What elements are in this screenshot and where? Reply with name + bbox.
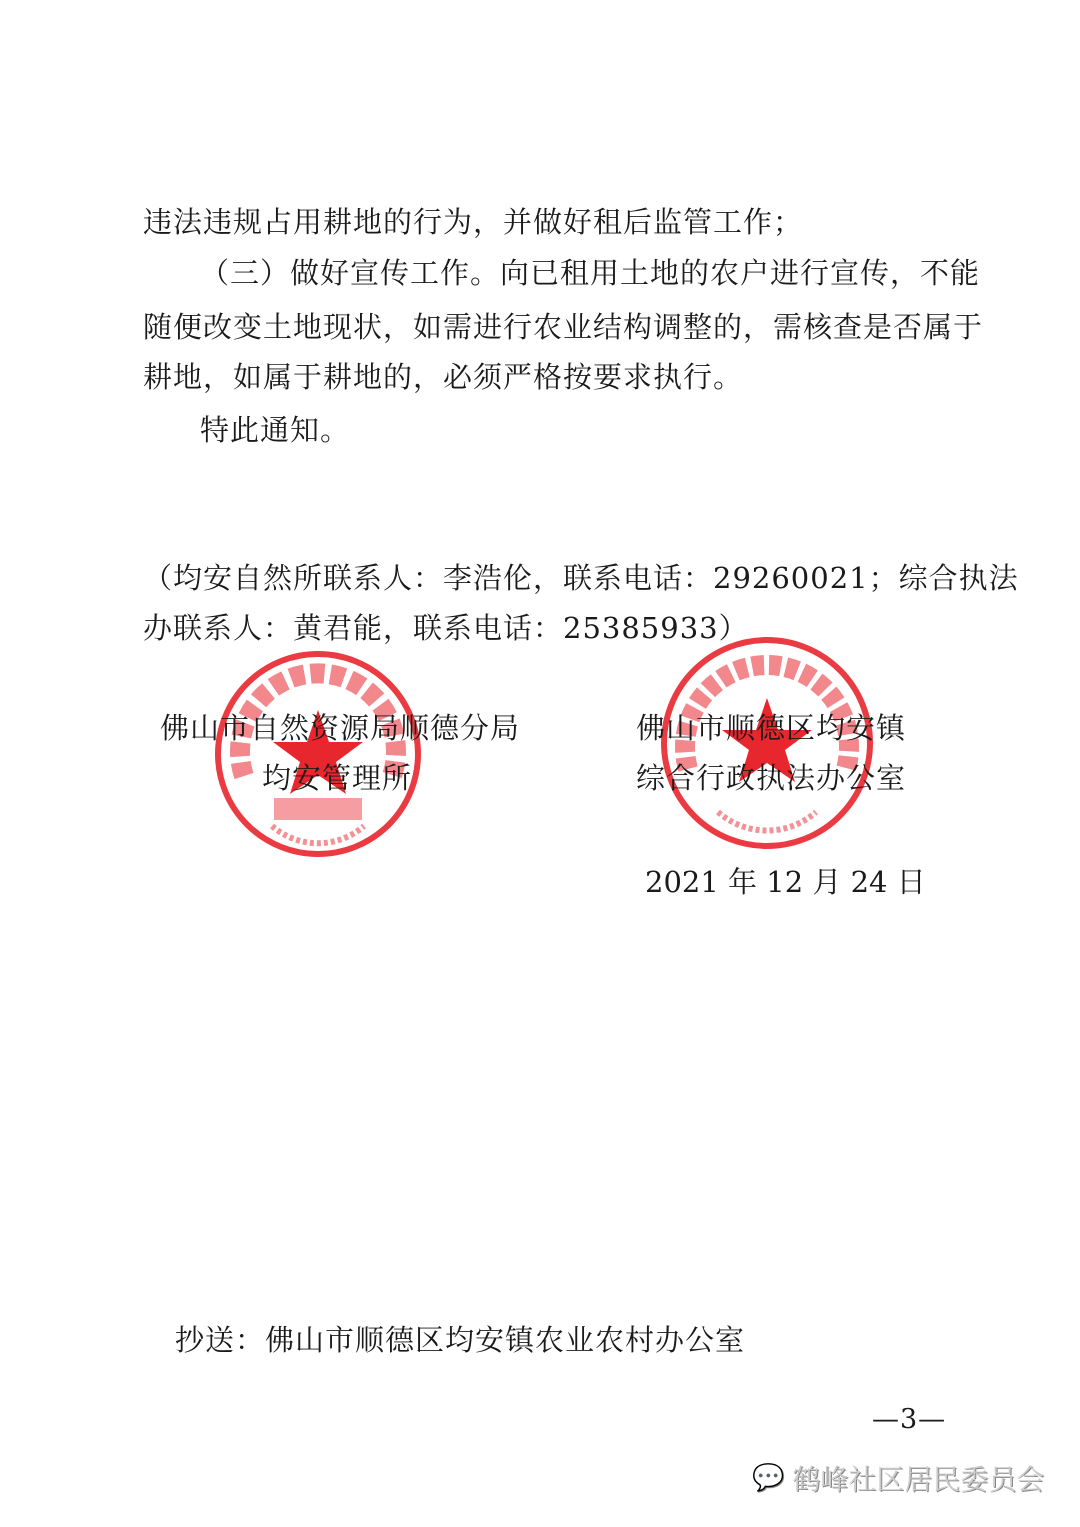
contact-line: （均安自然所联系人：李浩伦，联系电话：29260021；综合执法 xyxy=(143,561,1019,595)
wechat-icon: 💬 xyxy=(752,1463,785,1493)
watermark xyxy=(752,1458,1044,1498)
signature-right-line1: 佛山市顺德区均安镇 xyxy=(636,711,907,745)
contact-line: 办联系人：黄君能，联系电话：25385933） xyxy=(143,611,749,645)
body-line: 随便改变土地现状，如需进行农业结构调整的，需核查是否属于 xyxy=(143,310,984,344)
signature-left-line1: 佛山市自然资源局顺德分局 xyxy=(160,711,521,745)
signature-right-line2: 综合行政执法办公室 xyxy=(636,761,907,795)
document-date: 2021 年 12 月 24 日 xyxy=(645,865,926,899)
official-seal-left xyxy=(212,648,424,860)
page-number: —3— xyxy=(872,1404,947,1435)
cc-line: 抄送：佛山市顺德区均安镇农业农村办公室 xyxy=(175,1323,746,1357)
body-line: （三）做好宣传工作。向已租用土地的农户进行宣传，不能 xyxy=(200,256,981,290)
signature-left-line2: 均安管理所 xyxy=(262,761,413,795)
body-line: 违法违规占用耕地的行为，并做好租后监管工作； xyxy=(143,205,804,239)
closing-line: 特此通知。 xyxy=(200,413,351,447)
body-line: 耕地，如属于耕地的，必须严格按要求执行。 xyxy=(143,360,744,394)
watermark-text: 鹤峰社区居民委员会 xyxy=(792,1463,1045,1496)
